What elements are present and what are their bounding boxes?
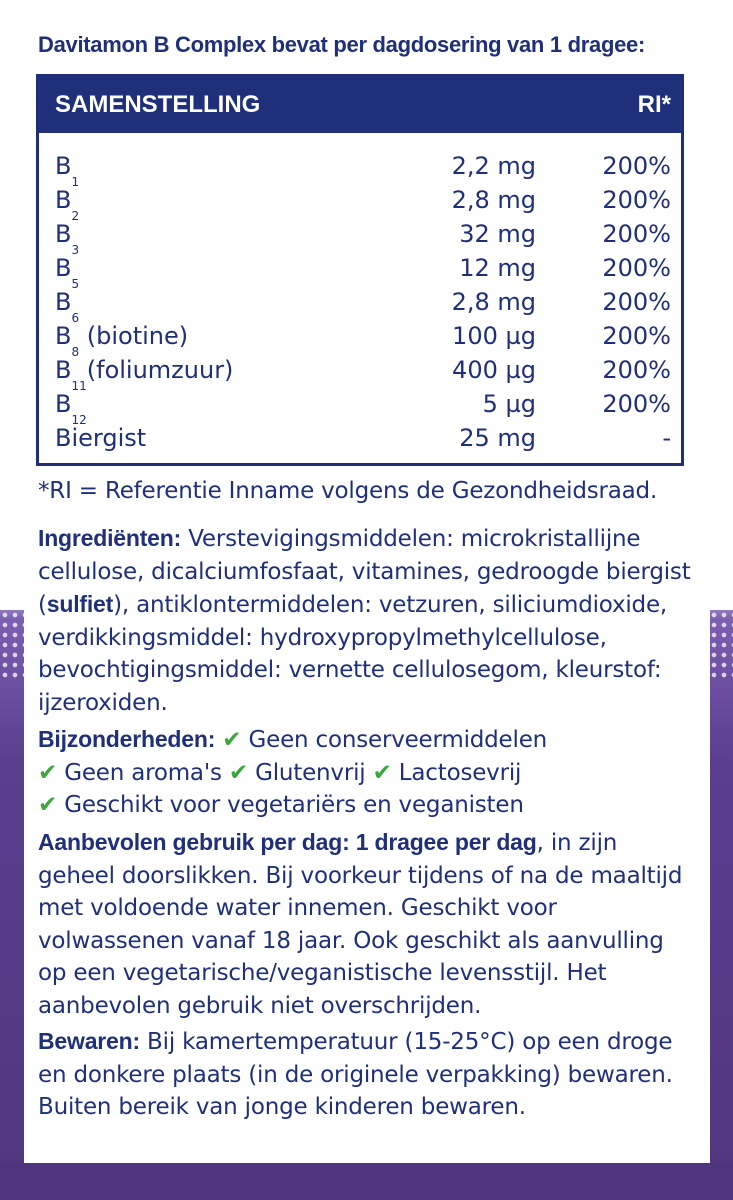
check-icon: ✔ — [38, 759, 58, 786]
nutrient-name: $B_3$ — [55, 220, 80, 257]
nutrient-amount: 32 mg — [459, 220, 536, 248]
nutrient-name: $B_{11}(foliumzuur)$ — [55, 356, 234, 393]
nutrient-name: $B_1$ — [55, 152, 80, 189]
table-row — [39, 387, 681, 427]
nutrient-ri: - — [662, 424, 671, 452]
nutrient-amount: 12 mg — [459, 254, 536, 282]
nutrient-ri: 200% — [602, 356, 671, 384]
footnote: *RI = Referentie Inname volgens de Gezondheidsraad. — [38, 478, 658, 504]
nutrient-ri: 200% — [602, 254, 671, 282]
usage-label: Aanbevolen gebruik per dag: 1 dragee per dag — [38, 829, 537, 855]
feature-item: Geschikt voor vegetariërs en veganisten — [64, 792, 524, 818]
nutrient-ri: 200% — [602, 186, 671, 214]
features-label: Bijzonderheden: — [38, 726, 216, 752]
check-icon: ✔ — [38, 792, 58, 818]
bottom-bar — [0, 1163, 733, 1200]
nutrient-ri: 200% — [602, 322, 671, 350]
nutrient-amount: 2,2 mg — [451, 152, 536, 180]
feature-item: Lactosevrij — [398, 759, 522, 786]
ingredients-label: Ingrediënten: — [38, 525, 182, 551]
table-row — [39, 319, 681, 359]
ingredients-section: Ingrediënten: Verstevigingsmiddelen: microkristallijne cellulose, dicalciumfosfaat, vitamines, gedroogde biergist (sulfiet), antiklontermiddelen: vetzuren, siliciumdioxide, verdikkingsmiddel: hydroxypropylmethylcellulose, bevochtigingsmiddel: vernette cellulosegom, kleurstof: ijzeroxiden. — [38, 525, 691, 716]
nutrient-name: $B_2$ — [55, 186, 80, 223]
check-icon: ✔ — [222, 727, 242, 753]
nutrient-name: $B_8$ (biotine) — [55, 322, 189, 359]
nutrient-ri: 200% — [602, 152, 671, 180]
nutrient-amount: 25 mg — [459, 424, 536, 452]
nutrient-name: $B_6$ — [55, 288, 80, 325]
check-icon: ✔ — [228, 759, 248, 786]
header-composition: SAMENSTELLING — [55, 91, 261, 118]
feature-item: Geen aroma's — [64, 759, 222, 786]
nutrient-ri: 200% — [602, 288, 671, 316]
table-row — [39, 285, 681, 325]
feature-item: Glutenvrij — [255, 759, 366, 786]
nutrient-name: $B_5$ — [55, 254, 80, 291]
table-row — [39, 251, 681, 291]
table-row — [39, 183, 681, 223]
usage-section: Aanbevolen gebruik per dag: 1 dragee per dag, in zijn geheel doorslikken. Bij voorkeur tijdens of na de maaltijd met voldoende water innemen. Geschikt voor volwassenen vanaf 18 jaar. Ook geschikt als aanvulling op een vegetarische/veganistische levensstijl. Het aanbevolen gebruik niet overschrijden. — [38, 829, 683, 1019]
table-row — [39, 217, 681, 257]
nutrient-name: $B_{12}$ — [55, 390, 87, 427]
nutrient-amount: 100 µg — [452, 322, 536, 350]
composition-table — [36, 74, 684, 466]
check-icon: ✔ — [372, 759, 392, 786]
label-panel — [24, 0, 710, 1163]
nutrient-amount: 5 µg — [482, 390, 536, 418]
storage-label: Bewaren: — [38, 1028, 140, 1054]
nutrient-ri: 200% — [602, 390, 671, 418]
table-row — [39, 421, 681, 455]
nutrient-ri: 200% — [602, 220, 671, 248]
nutrient-amount: 400 µg — [452, 356, 536, 384]
table-header — [39, 77, 681, 133]
intro-heading: Davitamon B Complex bevat per dagdosering van 1 dragee: — [38, 32, 645, 57]
storage-section: Bewaren: Bij kamertemperatuur (15-25°C) op een droge en donkere plaats (in de originele verpakking) bewaren. Buiten bereik van jonge kinderen bewaren. — [38, 1028, 673, 1120]
features-section — [38, 723, 698, 822]
nutrient-amount: 2,8 mg — [451, 288, 536, 316]
header-ri: RI* — [637, 91, 671, 118]
table-row — [39, 149, 681, 189]
nutrient-name: Biergist — [55, 424, 147, 452]
table-row — [39, 353, 681, 393]
feature-item: Geen conserveermiddelen — [248, 727, 548, 753]
nutrient-amount: 2,8 mg — [451, 186, 536, 214]
allergen-highlight: sulfiet — [46, 591, 114, 617]
